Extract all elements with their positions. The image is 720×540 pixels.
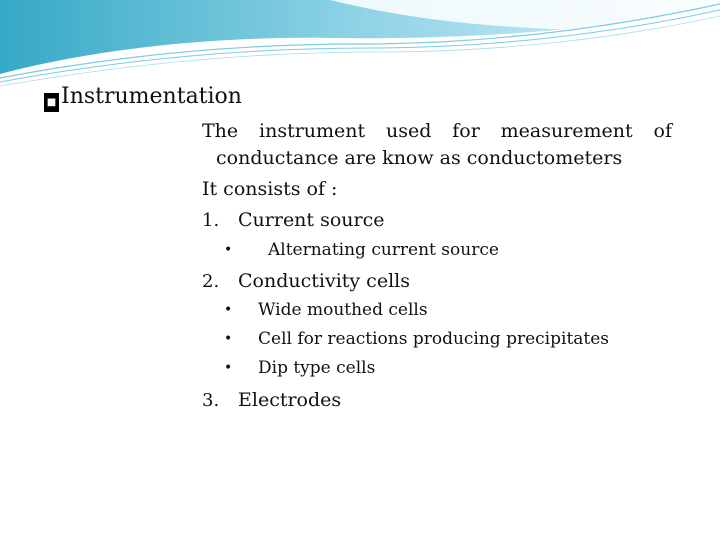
- item-1-number: 1.: [202, 210, 220, 231]
- item-3-label: Electrodes: [238, 389, 342, 411]
- item-2-sub-1: Wide mouthed cells: [258, 300, 428, 320]
- item-2-label: Conductivity cells: [238, 270, 410, 292]
- item-1-label: Current source: [238, 209, 385, 231]
- item-2-number: 2.: [202, 271, 220, 292]
- bullet-icon: •: [224, 360, 233, 376]
- item-3-number: 3.: [202, 390, 220, 411]
- missing-glyph-icon: ■: [44, 93, 59, 112]
- intro-line-2: conductance are know as conductometers: [216, 147, 623, 169]
- item-2-sub-3: Dip type cells: [258, 358, 376, 378]
- header-wave-decoration: [0, 0, 720, 90]
- bullet-icon: •: [224, 242, 233, 258]
- intro-line-1: The instrument used for measurement of: [202, 120, 672, 142]
- item-2-sub-2: Cell for reactions producing precipitates: [258, 329, 610, 349]
- item-1-sub-1: Alternating current source: [268, 240, 499, 260]
- bullet-icon: •: [224, 302, 233, 318]
- bullet-icon: •: [224, 331, 233, 347]
- slide-title: [44, 84, 242, 112]
- consists-line: It consists of :: [202, 178, 338, 200]
- slide-title-text: Instrumentation: [61, 84, 242, 109]
